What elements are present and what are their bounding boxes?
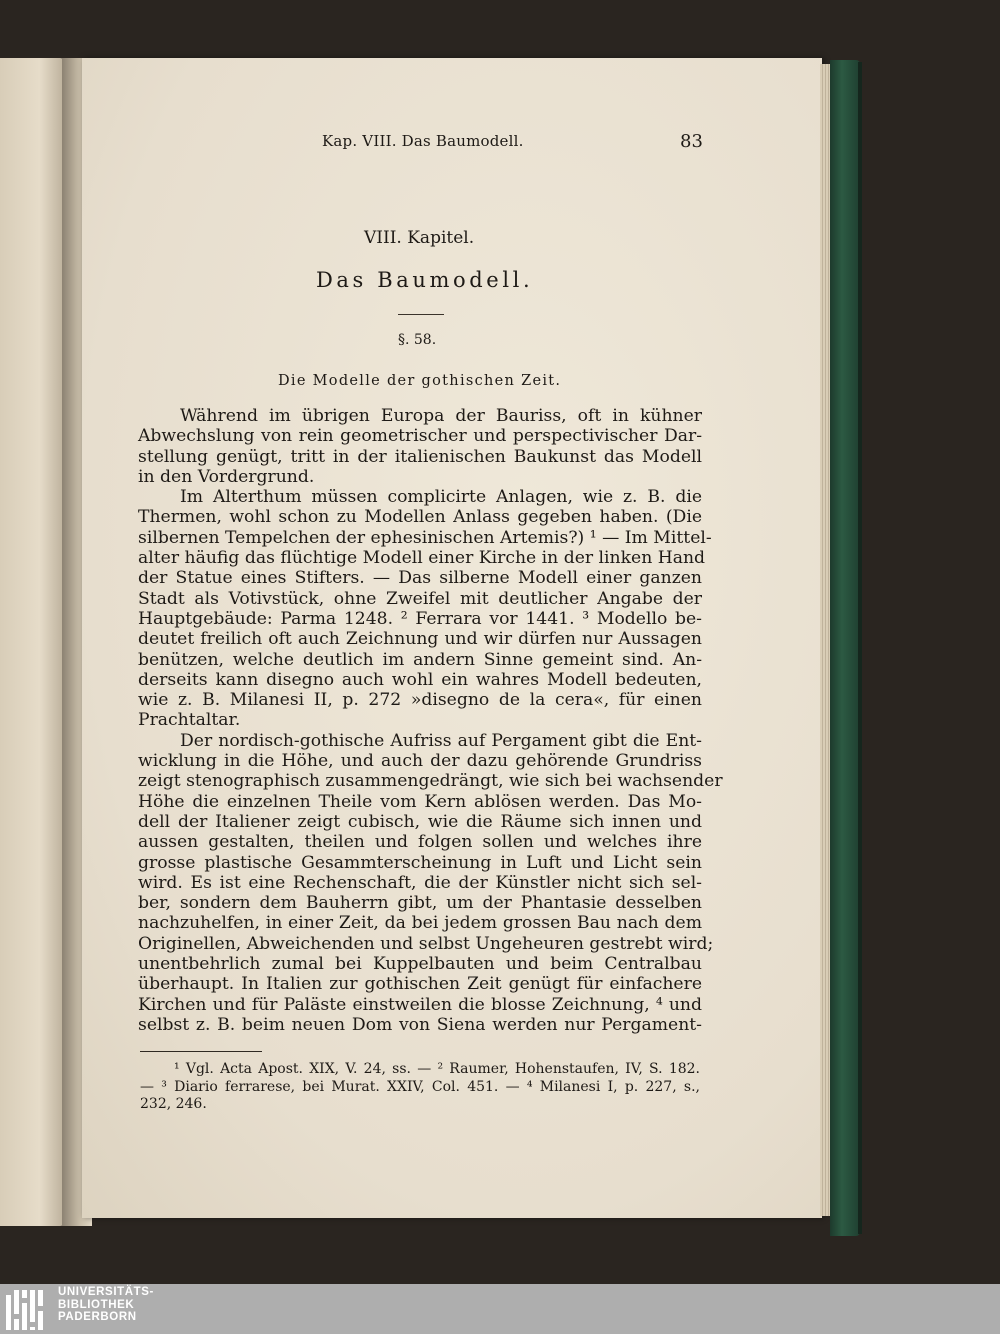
body-line: nachzuhelfen, in einer Zeit, da bei jedem grossen Bau nach dem [138,913,702,934]
body-line: Höhe die einzelnen Theile vom Kern ablösen werden. Das Mo- [138,791,702,812]
body-line: zeigt stenographisch zusammengedrängt, wie sich bei wachsender [138,771,723,792]
body-line: dell der Italiener zeigt cubisch, wie die Räume sich innen und [138,811,702,832]
body-line: wie z. B. Milanesi II, p. 272 »disegno de la cera«, für einen [138,690,702,711]
body-line: wicklung in die Höhe, und auch der dazu gehörende Grundriss [138,751,702,772]
body-line: überhaupt. In Italien zur gothischen Zeit genügt für einfachere [138,974,702,995]
left-page-edge [0,58,66,1226]
library-logo-icon [6,1290,46,1330]
title-divider [398,314,444,315]
body-line: Thermen, wohl schon zu Modellen Anlass gegeben haben. (Die [138,507,702,528]
library-name-line: UNIVERSITÄTS- [58,1286,154,1298]
body-line: Kirchen und für Paläste einstweilen die blosse Zeichnung, ⁴ und [138,994,702,1015]
library-name-line: PADERBORN [58,1311,137,1323]
body-line: benützen, welche deutlich im andern Sinne gemeint sind. An- [138,649,702,670]
body-line: Im Alterthum müssen complicirte Anlagen, wie z. B. die [180,487,702,508]
book-cover-edge [858,62,862,1234]
library-name-line: BIBLIOTHEK [58,1298,135,1311]
body-line: selbst z. B. beim neuen Dom von Siena werden nur Pergament- [138,1014,702,1035]
body-line: Abwechslung von rein geometrischer und perspectivischer Dar- [138,426,702,447]
footnotes [140,1061,700,1114]
chapter-title: Das Baumodell. [316,268,534,292]
body-line: grosse plastische Gesammterscheinung in Luft und Licht sein [138,852,702,873]
body-line: Prachtaltar. [138,710,241,731]
body-line: Hauptgebäude: Parma 1248. ² Ferrara vor 1441. ³ Modello be- [138,608,702,629]
body-text [138,406,723,1035]
section-number: §. 58. [398,332,437,348]
chapter-label: VIII. Kapitel. [364,228,475,248]
body-line: silbernen Tempelchen der ephesinischen Artemis?) ¹ — Im Mittel- [138,527,712,548]
body-line: deutet freilich oft auch Zeichnung und wir dürfen nur Aussagen [138,629,702,650]
footnote-line: — ³ Diario ferrarese, bei Murat. XXIV, Col. 451. — ⁴ Milanesi I, p. 227, s., [140,1078,700,1095]
body-line: ber, sondern dem Bauherrn gibt, um der Phantasie desselben [138,893,702,914]
running-head: Kap. VIII. Das Baumodell. [322,132,524,150]
body-line: stellung genügt, tritt in der italienischen Baukunst das Modell [138,446,702,467]
footnote-line: ¹ Vgl. Acta Apost. XIX, V. 24, ss. — ² Raumer, Hohenstaufen, IV, S. 182. [174,1061,700,1077]
footnote-divider [140,1051,262,1052]
library-name [58,1286,154,1324]
body-line: der Statue eines Stifters. — Das silberne Modell einer ganzen [138,568,702,589]
body-line: alter häufig das flüchtige Modell einer Kirche in der linken Hand [138,548,706,569]
body-line: derseits kann disegno auch wohl ein wahres Modell bedeuten, [138,669,702,690]
section-title: Die Modelle der gothischen Zeit. [278,373,562,389]
footnote-line: 232, 246. [140,1096,207,1112]
body-line: in den Vordergrund. [138,466,315,487]
page-number: 83 [680,131,703,152]
body-line: Stadt als Votivstück, ohne Zweifel mit deutlicher Angabe der [138,588,702,609]
body-line: Originellen, Abweichenden und selbst Ungeheuren gestrebt wird; [138,933,714,954]
body-line: Der nordisch-gothische Aufriss auf Pergament gibt die Ent- [180,730,702,751]
book-cover-spine [830,60,860,1236]
body-line: Während im übrigen Europa der Bauriss, oft in kühner [180,406,702,426]
body-line: aussen gestalten, theilen und folgen sollen und welches ihre [138,832,702,853]
body-line: wird. Es ist eine Rechenschaft, die der Künstler nicht sich sel- [138,872,702,893]
body-line: unentbehrlich zumal bei Kuppelbauten und beim Centralbau [138,954,702,975]
